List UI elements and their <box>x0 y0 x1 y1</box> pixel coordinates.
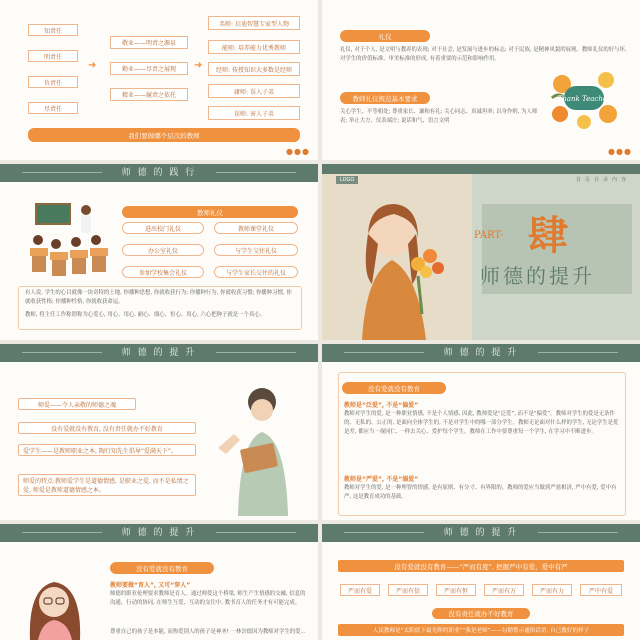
slide-header: 师 德 的 提 升 <box>322 524 640 542</box>
left-item: 明责任 <box>28 50 78 62</box>
right-item: 经师: 传授知识大多数是经师 <box>208 62 300 76</box>
right-item: 名师: 启迪智慧专家型人物 <box>208 16 300 30</box>
nav <box>576 176 626 183</box>
strict-pill: 严中有爱 <box>580 584 622 596</box>
logo: LOGO <box>336 176 358 184</box>
slide-header: 师 德 的 提 升 <box>0 344 318 362</box>
arrow-icon: ➜ <box>194 60 203 71</box>
strict-pill: 严而有爱 <box>340 584 380 596</box>
slide-responsibility[interactable] <box>0 0 318 160</box>
body: 师德的职业伦理要求教师是育人。通过师爱这个桥梁, 师生产生情感的交融, 信息的沟通、行动的协同, 在师生互爱、互动的交往中, 教书育人的任务才有可能完成。 <box>110 591 306 606</box>
arrow-icon: ➜ <box>88 60 97 71</box>
slide-love[interactable] <box>0 344 318 520</box>
love-item: 没有爱就没有教育, 没有责任就办不好教育 <box>18 422 196 434</box>
part-number: 肆 <box>528 212 568 259</box>
badge-text: Thank Teacher <box>557 95 611 103</box>
love-item: 师爱——令人亲敬的师德之魂 <box>18 398 136 410</box>
etiquette-pill: 与学生家长交往的礼仪 <box>214 266 298 278</box>
bottom-bar: 我们要做哪个层次的教师 <box>28 128 300 142</box>
sub-heading: 教师要做“育人”, 又可“穿人” <box>110 582 191 589</box>
etiquette-pill: 参加学校集会礼仪 <box>122 266 204 278</box>
body-1: 教师对学生的爱, 是一种职业情感, 不是个人情感, 因此, 教师爱是“泛爱”, 而不是“偏爱”。教师对学生的爱是无条件的、无私的、公正的, 是面向全体学生的, 不是对学生中的哪一部分学生。教师无论面对什么样的学生, 无论学生是优是差, 都应当一视同仁, 一样去关心、爱护每个学生。教师在工作中要尊重每一个学生, 在学习中不断进步。 <box>344 411 619 435</box>
etiquette-body2: 关心学生、平等相处; 尊重家长、谦和有礼; 关心同志、真诚坦率; 以身作则, 为人师表; 举止大方、仪表端庄; 说话和气、语言文明 <box>340 109 538 124</box>
sub-heading-2: 教师是“严爱”, 不是“溺爱” <box>344 476 419 483</box>
slide-educate[interactable] <box>0 524 318 640</box>
classroom-illustration <box>26 198 112 280</box>
body-b: 尊重自己的孩子是本能, 而热爱别人的孩子是神圣! 一林崇德因为教师对学生的爱... <box>110 629 306 635</box>
slide-header: 师 德 的 践 行 <box>0 164 318 182</box>
left-item: 尽责任 <box>28 102 78 114</box>
nav-item[interactable]: 首 <box>575 177 581 183</box>
body-2: 教师对学生的爱, 是一种理智的情感, 是有原则、有分寸、有界限的。教师的爱应当做到严慈相济, 严中有爱, 爱中有严, 这是教育成功的基础。 <box>344 485 617 500</box>
etiquette-tag: 教师礼仪 <box>122 206 298 218</box>
nav-item[interactable]: 容 <box>620 177 626 183</box>
etiquette-pill: 办公室礼仪 <box>122 244 204 256</box>
teacher-glasses-illustration <box>20 568 90 640</box>
slide-section-cover[interactable] <box>322 164 640 340</box>
etiquette-pill: 教师课堂礼仪 <box>214 222 298 234</box>
note-1: 有人说, 学生的心目就像一块奇特的土地, 你播种思想, 你就收获行为; 你播种行为, 你就收获习惯; 你播种习惯, 你就收获性格; 你播种性格, 你就收获命运。 <box>25 290 292 305</box>
slide-header: 师 德 的 提 升 <box>322 344 640 362</box>
teacher-illustration <box>210 384 302 516</box>
strict-pill: 严而有恒 <box>436 584 476 596</box>
nav-item[interactable]: 录 <box>602 177 608 183</box>
strict-pill: 严而有力 <box>532 584 572 596</box>
left-item: 知责任 <box>28 24 78 36</box>
slide-practice[interactable] <box>0 164 318 340</box>
left-item: 负责任 <box>28 76 78 88</box>
part-label: PART- <box>474 230 504 241</box>
flowers-icon <box>548 64 620 130</box>
section-title: 师德的提升 <box>480 264 595 288</box>
love-item: 爱学生——是教师职业之本, 陶行知先生倡导“爱满天下”。 <box>18 444 196 456</box>
content-tag: 没有爱就没有教育 <box>110 562 214 574</box>
etiquette-body: 礼仪, 对于个人, 是文明与教养的表现; 对于社会, 是发展与进步的标志; 对于民族, 是精神风貌的展现。教师礼仪的好与坏, 对学生的价值标准、审美标准的形成, 有着重要的示范和影响作用。 <box>340 47 627 62</box>
dots-icon: ●●● <box>608 147 632 156</box>
love-item: 师爱的特点:教师爱学生是道德情感, 是职业之爱, 而不是私情之爱, 师爱是教师道德情感之本。 <box>18 474 196 496</box>
mid-item: 勤业——尽责之展现 <box>110 62 188 75</box>
dots-icon: ●●● <box>286 147 310 156</box>
note-2: 教师, 将主任工作称谓称为心爱心, 用心、用心, 耐心、细心、恒心、用心, 六心把种子就是一个真心。 <box>25 312 266 318</box>
slide-strict-with-measure[interactable] <box>322 524 640 640</box>
slide-header: 师 德 的 提 升 <box>0 524 318 542</box>
mid-item: 精业——履责之依托 <box>110 88 188 101</box>
right-item: 误师: 害人子弟 <box>208 106 300 120</box>
strict-bar: 没有爱就没有教育——“严而有度”, 把握严中有爱、爱中有严 <box>338 560 624 572</box>
mid-item: 敬业——明责之源泉 <box>110 36 188 49</box>
sub-heading-1: 教师是“泛爱”, 不是“偏爱” <box>344 402 419 409</box>
strict-pill: 严而有信 <box>388 584 428 596</box>
strict-pill: 严而有方 <box>484 584 524 596</box>
nav-item[interactable]: 内 <box>611 177 617 183</box>
content-tag: 没有爱就没有教育 <box>342 382 446 394</box>
etiquette-pill: 进出校门礼仪 <box>122 222 204 234</box>
teacher-bar: 人民教师是“太阳底下最光辉的职业”“我是老师”——勾勒警示通俗话语, 自己教好的样子 <box>338 624 624 636</box>
nav-item[interactable]: 目 <box>593 177 599 183</box>
etiquette-pill: 与学生交往礼仪 <box>214 244 298 256</box>
cover-background <box>322 164 640 340</box>
responsibility-tag: 没有责任就办不好教育 <box>432 608 530 619</box>
slide-no-love-no-education[interactable] <box>322 344 640 520</box>
right-item: 能师: 培养能力优秀教师 <box>208 40 300 54</box>
etiquette-tag2: 教师礼仪规范基本要求 <box>340 92 430 104</box>
right-item: 庸师: 误人子弟 <box>208 84 300 98</box>
etiquette-tag: 礼仪 <box>340 30 430 42</box>
nav-item[interactable]: 页 <box>584 177 590 183</box>
slide-etiquette[interactable] <box>322 0 640 160</box>
notes-box <box>18 286 302 330</box>
